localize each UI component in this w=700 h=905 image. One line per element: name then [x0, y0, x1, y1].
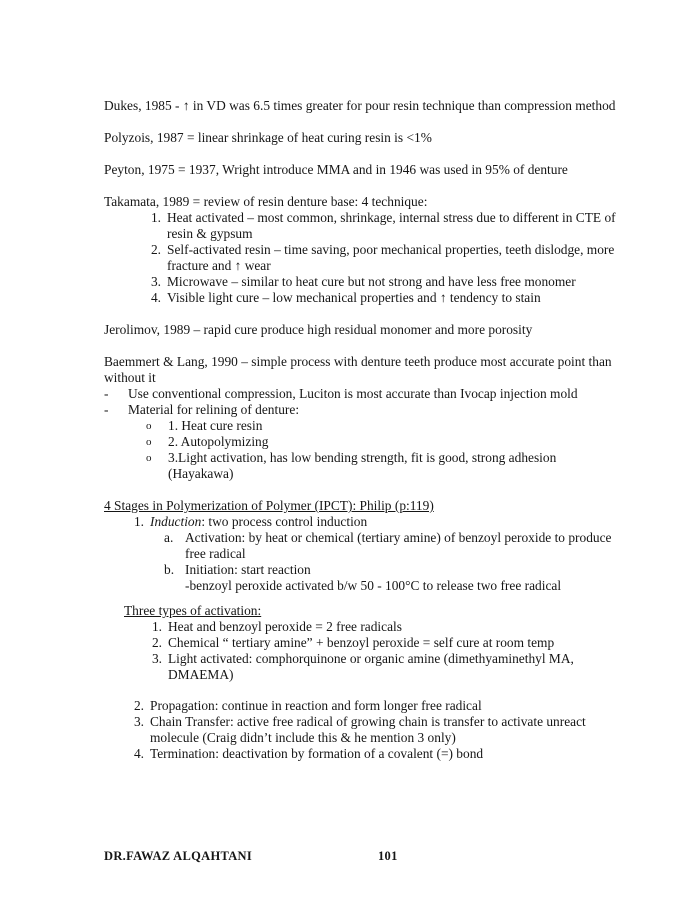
- bullet-icon: o: [146, 436, 152, 448]
- list-item: - Use conventional compression, Luciton is most accurate than Ivocap injection mold: [104, 386, 578, 401]
- list-item: 4. Termination: deactivation by formation of a covalent (=) bond: [133, 746, 484, 761]
- paragraph-baemmert: Baemmert & Lang, 1990 – simple process with denture teeth produce most accurate point than without it: [104, 354, 612, 385]
- types-heading: Three types of activation:: [124, 603, 262, 618]
- bullet-icon: o: [146, 420, 152, 432]
- paragraph-polyzois: Polyzois, 1987 = linear shrinkage of heat curing resin is <1%: [104, 130, 432, 145]
- list-item: 2. Chemical “ tertiary amine” + benzoyl peroxide = self cure at room temp: [151, 635, 555, 650]
- stages-heading: 4 Stages in Polymerization of Polymer (IPCT): Philip (p:119): [104, 498, 434, 513]
- paragraph-peyton: Peyton, 1975 = 1937, Wright introduce MMA and in 1946 was used in 95% of denture: [104, 162, 568, 177]
- footer-author: DR.FAWAZ ALQAHTANI: [104, 849, 253, 863]
- list-item: 2. Propagation: continue in reaction and form longer free radical: [133, 698, 482, 713]
- list-item: o 3.Light activation, has low bending strength, fit is good, strong adhesion (Hayakawa): [146, 450, 557, 481]
- list-item: 4. Visible light cure – low mechanical properties and ↑ tendency to stain: [150, 290, 541, 305]
- list-item: o 1. Heat cure resin: [146, 418, 263, 433]
- list-item: - Material for relining of denture:: [104, 402, 300, 417]
- paragraph-jerolimov: Jerolimov, 1989 – rapid cure produce high residual monomer and more porosity: [104, 322, 533, 337]
- baemmert-list: [104, 386, 619, 482]
- list-item: o 2. Autopolymizing: [146, 434, 269, 449]
- stages-rest-list: [104, 698, 619, 762]
- list-item: 2. Self-activated resin – time saving, poor mechanical properties, teeth dislodge, more fracture and ↑ wear: [150, 242, 615, 273]
- list-item: 3. Microwave – similar to heat cure but not strong and have less free monomer: [150, 274, 576, 289]
- list-item: 1. Heat and benzoyl peroxide = 2 free radicals: [151, 619, 402, 634]
- paragraph-dukes: Dukes, 1985 - ↑ in VD was 6.5 times greater for pour resin technique than compression method: [104, 98, 616, 113]
- stage-induction: 1. Induction: two process control induction a. Activation: by heat or chemical (tertiary amine) of benzoyl peroxide to produce free radical b. Initiation: start reaction -benzoyl peroxide activated b/w 50 - 100°C to release two free radical: [104, 514, 619, 594]
- takamata-list: [104, 210, 619, 306]
- paragraph-takamata: Takamata, 1989 = review of resin denture base: 4 technique:: [104, 194, 428, 209]
- list-item: 1. Heat activated – most common, shrinkage, internal stress due to different in CTE of resin & gypsum: [150, 210, 616, 241]
- list-item: b. Initiation: start reaction -benzoyl peroxide activated b/w 50 - 100°C to release two free radical: [164, 562, 562, 593]
- document-page: [104, 98, 619, 762]
- list-item: a. Activation: by heat or chemical (tertiary amine) of benzoyl peroxide to produce free radical: [164, 530, 612, 561]
- activation-types: [104, 603, 619, 683]
- page-number: 101: [378, 849, 398, 863]
- bullet-icon: o: [146, 452, 152, 464]
- page-footer: [104, 848, 619, 864]
- list-item: 3. Light activated: comphorquinone or organic amine (dimethyaminethyl MA, DMAEMA): [151, 651, 574, 682]
- list-item: 3. Chain Transfer: active free radical of growing chain is transfer to activate unreact molecule (Craig didn’t include this & he mention 3 only): [133, 714, 586, 745]
